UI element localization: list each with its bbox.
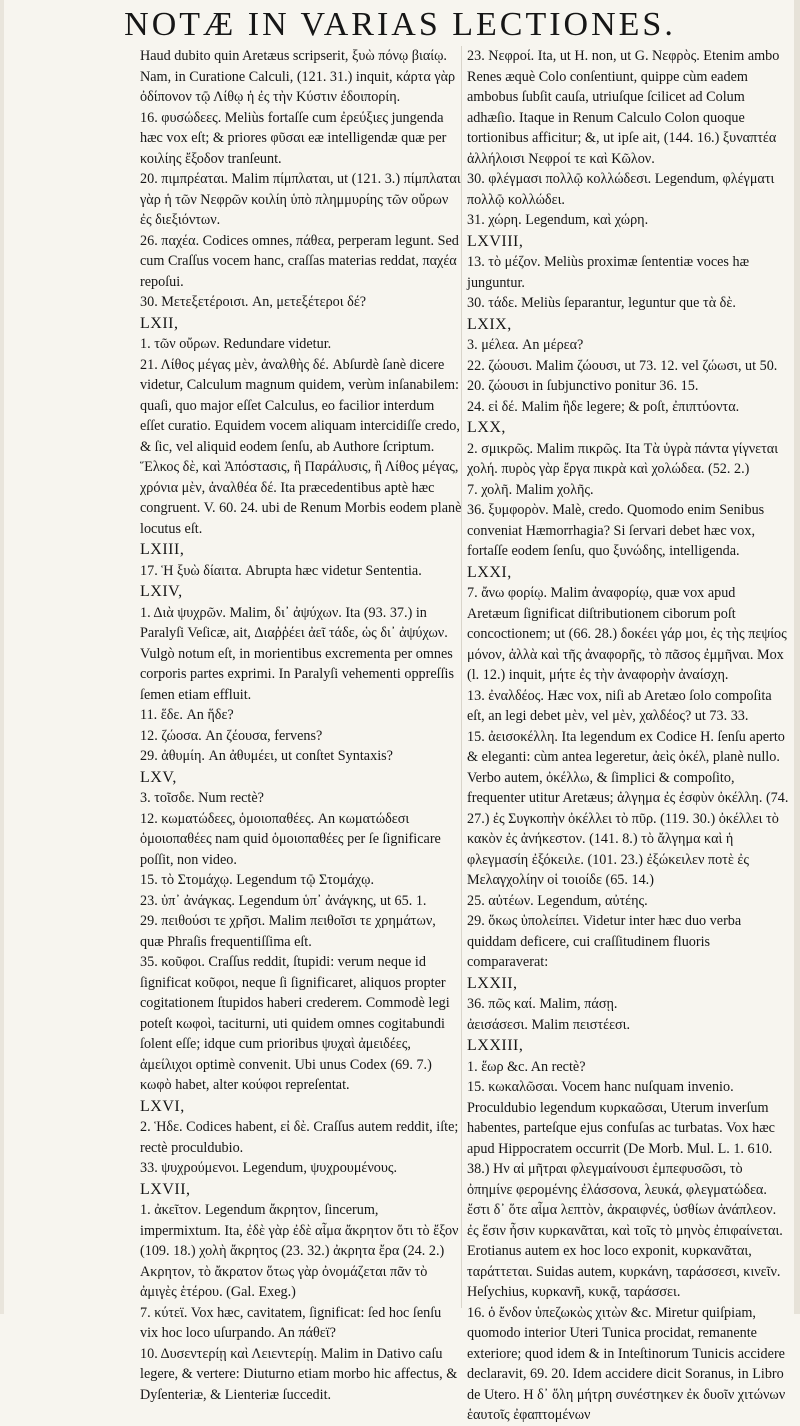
note-entry: 36. πῶς καί. Malim, πάσῃ. [467, 996, 618, 1012]
section-heading: LXXIII, [467, 1037, 524, 1054]
section-heading: LXVI, [140, 1097, 185, 1115]
note-entry: ἀεισάσεσι. Malim πειστέεσι. [467, 1016, 631, 1033]
note-entry: 29. ἀθυμίη. An ἀθυμέει, ut conſtet Syntaxis? [140, 748, 393, 764]
note-entry: 13. τὸ μέζον. Meliùs proximæ ſententiæ voces hæ junguntur. [467, 254, 750, 291]
right-column [467, 46, 789, 1423]
note-entry: 30. τάδε. Meliùs ſeparantur, leguntur que τὰ δὲ. [467, 295, 736, 311]
note-entry: 10. Δυσεντερίῃ καὶ Λειεντερίῃ. Malim in Dativo caſu legere, & vertere: Diuturno etiam morbo hic affectus, & Dyſenteriæ, & Lienteriæ ſuccedit. [140, 1345, 458, 1403]
page-edge-right [794, 0, 800, 1314]
note-entry: 16. ὁ ἔνδον ὑπεζωκὼς χιτὼν &c. Miretur quiſpiam, quomodo interior Uteri Tunica procidat, remanente exteriore; quod idem & in Inteſtinorum Tunicis accidere declaravit, 69. 20. Idem accidere dicit Soranus, in Libro de Utero. Η δ᾽ ὅλη μήτρη συνέστηκεν ἐκ δυοῖν χιτώνων ἑαυτοῖς ἐφαπτομένων [467, 1304, 786, 1423]
page-edge-left [0, 0, 4, 1314]
note-entry: 31. χώρη. Legendum, καὶ χώρη. [467, 212, 649, 228]
section-heading: LXVII, [140, 1180, 191, 1198]
left-column [140, 46, 462, 1403]
note-entry: 36. ξυμφορὸν. Malè, credo. Quomodo enim Senibus conveniat Hæmorrhagia? Si ſervari debet hæc vox, fortaſſe eodem ſenſu, quo ξυνώδης, intelligenda. [467, 502, 765, 559]
note-entry: 13. ἐναλδέος. Hæc vox, niſi ab Aretæo ſolo compoſita eſt, an legi debet μὲν, vel μὲν, χαλδέος? ut 73. 33. [467, 687, 772, 724]
note-entry: 17. Ἡ ξυὼ δίαιτα. Abrupta hæc videtur Sententia. [140, 562, 422, 579]
note-entry: Haud dubito quin Aretæus scripserit, ξυὼ πόνῳ βιαίῳ. Nam, in Curatione Calculi, (121. 31.) inquit, κάρτα γὰρ ὀδίπονον τῷ Λίθῳ ἡ ἐς τὴν Κύστιν ἐδοιπορίη. [140, 48, 456, 105]
note-entry: 7. κύτεϊ. Vox hæc, cavitatem, ſignificat: ſed hoc ſenſu vix hoc loco uſurpando. An πάθεϊ? [140, 1304, 442, 1341]
note-entry: 7. χολῆ. Malim χολῆς. [467, 481, 594, 498]
note-entry: 15. κωκαλῶσαι. Vocem hanc nuſquam invenio. Proculdubio legendum κυρκαῶσαι, Uterum inverſum habentes, parteſque ejus confuſas ac turbatas. Vox hæc apud Hippocratem occurrit (De Morb. Mul. L. 1. 610. 38.) Ην αἱ μῆτραι φλεγμαίνουσι ἐμπεφυσῶσι, τὸ ὀπημίνε φερομένης ἐλάσσονα, λευκά, φλεγματώδεα. ἔστι δ᾽ ὅτε αἷμα λεπτὸν, ἀκραιφνές, ὑσθίων ἀνάπλεον. ἐς ἔσιν ἦσιν κυρκανᾶται, καὶ τοῖς τὸ μηνὸς ἐπιφαίνεται. Erotianus autem ex hoc loco exponit, κυρκανᾶται, ταράττεται. Suidas autem, κυρκάνη, ταράσσεσι, κινεῖν. Heſychius, κυρκανῆ, κυκᾷ, ταράσσει. [467, 1079, 783, 1300]
note-entry: 15. ἀεισοκέλλη. Ita legendum ex Codice H. ſenſu aperto & eleganti: cùm antea legeretur, ἀεὶς ὀκέλ, planè nullo. Verbo autem, ὀκέλλω, & ſimplici & compoſito, frequenter utitur Aretæus; ἀλγημα ἐς ἐσφὺν ὀκέλλη. (74. 27.) ἐς Συγκοπὴν ὀκέλλει τὸ πῦρ. (119. 30.) ὀκέλλει τὸ κακὸν ἐς ἀνήκεστον. (141. 8.) τὸ ἄλγημα καὶ ἡ φλεγμασίη ἐξόκειλε. (101. 23.) ἐξώκειλεν ποτὲ ἐς Μελαγχολίην οἱ τοιοίδε (65. 14.) [467, 728, 789, 888]
page-title: NOTÆ IN VARIAS LECTIONES. [124, 6, 676, 43]
note-entry: 1. ἕωρ &c. An rectè? [467, 1058, 586, 1075]
note-entry: 30. φλέγμασι πολλῷ κολλώδεσι. Legendum, φλέγματι πολλῷ κολλώδει. [467, 171, 775, 208]
note-entry: 25. αὐτέων. Legendum, αὐτέης. [467, 892, 648, 909]
note-entry: 35. κοῦφοι. Craſſus reddit, ſtupidi: verum neque id ſignificat κοῦφοι, neque ſi ſignificaret, aliquos propter cogitationem ſtupidos haberi crederem. Commodè legi poteſt κωφοὶ, taciturni, uti quidem omnes cogitabundi ſolent eſſe; idque cum prioribus ψυχαὶ ἀμειδέες, ἀμείλιχοι optimè convenit. Ubi unus Codex (69. 7.) κωφὸ habet, alter κούφοι repreſentat. [140, 954, 450, 1093]
note-entry: 7. ἄνω φορίῳ. Malim ἀναφορίῳ, quæ vox apud Aretæum ſignificat diſtributionem ciborum poſt concoctionem; ut (66. 28.) δοκέει γάρ μοι, ἐς τὴς πεψίος μόνον, ἀλλὰ καὶ τῆς ἀναφορῆς, τὸ πᾶσος ἐμμῆναι. Mox (l. 12.) inquit, μήτε ἐς τὴν ἀναφορὴν ἀναίσχη. [467, 585, 787, 683]
note-entry: 23. Νεφροί. Ita, ut H. non, ut G. Νεφρὸς. Etenim ambo Renes æquè Colo conſentiunt, quippe cùm eadem ambobus ſubſit cauſa, utriuſque ſcilicet ad Colum adhæſio. Itaque in Renum Calculo Colon quoque tortionibus afficitur; &, ut ipſe ait, (144. 16.) ξυναπτέα ἀλλήλοισι Νεφροί τε καὶ Κῶλον. [467, 48, 780, 167]
note-entry: 16. φυσώδεες. Meliùs fortaſſe cum ἐρεύξιες jungenda hæc vox eſt; & priores φῦσαι eæ intelligendæ quæ per κοιλίης ἔξοδον tranſeunt. [140, 109, 447, 167]
section-heading: LXXI, [467, 563, 512, 581]
note-entry: 1. Διὰ ψυχρῶν. Malim, δι᾽ ἀψύχων. Ita (93. 37.) in Paralyſi Veſicæ, ait, Διαῤῥέει ἀεῖ τάδε, ὡς δι᾽ ἀψύχων. Vulgò notum eſt, in morientibus excrementa per omnes corporis partes exprimi. In Paralyſi vehementi oppreſſis ſemen etiam effluit. [140, 604, 455, 703]
note-entry: 12. ζώοσα. An ζέουσα, fervens? [140, 727, 323, 744]
note-entry: 20. πιμπρέαται. Malim πίμπλαται, ut (121. 3.) πίμπλαται γὰρ ἡ τῶν Νεφρῶν κοιλίη ὑπὸ πλημμυρίης τῶν οὔρων ἐς διεξιόντων. [140, 171, 461, 228]
note-entry: 12. κωματώδεες, ὁμοιοπαθέες. An κωματώδεσι ὁμοιοπαθέες nam quid ὁμοιοπαθέες per ſe ſignificare poſſit, non video. [140, 810, 441, 868]
section-heading: LXX, [467, 419, 506, 436]
note-entry: 33. ψυχρούμενοι. Legendum, ψυχρουμένους. [140, 1160, 398, 1176]
note-entry: 29. πειθούσι τε χρῆσι. Malim πειθοῖσι τε χρημάτων, quæ Phraſis frequentiſſima eſt. [140, 913, 436, 950]
note-entry: 2. σμικρῶς. Malim πικρῶς. Ita Τὰ ὑγρὰ πάντα γίγνεται χολή. πυρὸς γὰρ ἔργα πικρὰ καὶ χολώδεα. (52. 2.) [467, 440, 779, 477]
note-entry: 1. ἀκεῖτον. Legendum ἄκρητον, ſincerum, impermixtum. Ita, ἐδὲ γὰρ ἐδὲ αἷμα ἄκρητον ὅτι τὸ ἔξον (109. 18.) χολὴ ἄκρητος (23. 32.) ἀκρητα ἔρα (24. 2.) Ακρητον, τὸ ἄκρατον ὅτως γὰρ ὀνομάζεται πᾶν τὸ ἀμιγὲς ἑτέρου. (Gal. Exeg.) [140, 1202, 459, 1300]
note-entry: 3. μέλεα. An μέρεα? [467, 337, 584, 353]
section-heading: LXV, [140, 768, 177, 786]
section-heading: LXII, [140, 314, 179, 332]
section-heading: LXIV, [140, 583, 183, 600]
note-entry: 15. τὸ Στομάχῳ. Legendum τῷ Στομάχῳ. [140, 872, 375, 888]
note-entry: 24. εἰ δέ. Malim ἢδε legere; & poſt, ἐπιπτύοντα. [467, 398, 740, 415]
note-entry: 29. ὅκως ὑπολείπει. Videtur inter hæc duo verba quiddam deficere, cui craſſitudinem fluoris comparaverat: [467, 913, 742, 970]
note-entry: 26. παχέα. Codices omnes, πάθεα, perperam legunt. Sed cum Craſſus vocem hanc, craſſas materias reddat, παχέα repoſui. [140, 232, 459, 290]
section-heading: LXIII, [140, 541, 185, 558]
note-entry: 11. ἕδε. An ἥδε? [140, 707, 234, 723]
note-entry: 22. ζώουσι. Malim ζώουσι, ut 73. 12. vel ζώωσι, ut 50. 20. ζώουσι in ſubjunctivo ponitur 36. 15. [467, 357, 778, 394]
section-heading: LXIX, [467, 315, 512, 333]
note-entry: 23. ὑπ᾽ ἀνάγκας. Legendum ὑπ᾽ ἀνάγκης, ut 65. 1. [140, 892, 427, 909]
note-entry: 3. τοῖσδε. Num rectè? [140, 790, 264, 806]
note-entry: 1. τῶν οὔρων. Redundare videtur. [140, 336, 332, 352]
section-heading: LXVIII, [467, 232, 524, 250]
note-entry: 21. Λίθος μέγας μὲν, ἀναλθὴς δέ. Abſurdè ſanè dicere videtur, Calculum magnum quidem, verùm inſanabilem: quaſi, quo major eſſet Calculus, eo facilior interdum eſſet curatio. Equidem vocem aliquam intercidiſſe credo, & ſic, vel aliquid eodem ſenſu, ab Authore ſcriptum. Ἕλκος δὲ, καὶ Ἀπόστασις, ἢ Παράλυσις, ἢ Λίθος μέγας, χρόνια μὲν, ἀναλθέα δέ. Ita præcedentibus aptè hæc congruent. V. 60. 24. ubi de Renum Morbis eodem planè locutus eſt. [140, 356, 462, 537]
section-heading: LXXII, [467, 974, 518, 992]
note-entry: 30. Μετεξετέροισι. An, μετεξέτεροι δέ? [140, 294, 367, 310]
note-entry: 2. Ἡδε. Codices habent, εἰ δὲ. Craſſus autem reddit, iſte; rectè proculdubio. [140, 1119, 459, 1156]
